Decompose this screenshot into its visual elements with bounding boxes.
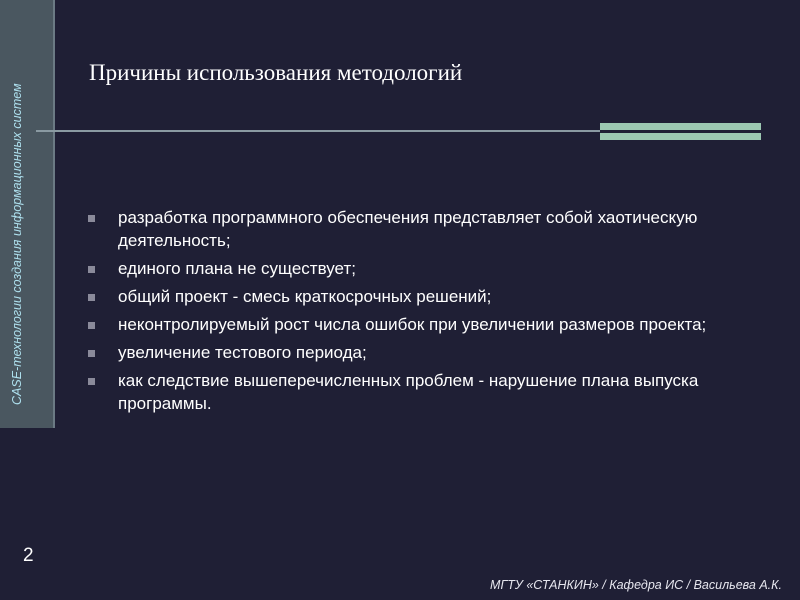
bullet-text: единого плана не существует; <box>118 259 356 278</box>
footer-credit: МГТУ «СТАНКИН» / Кафедра ИС / Васильева А.К. <box>490 578 782 592</box>
bullet-item <box>88 313 748 336</box>
title-accent-stripe <box>600 130 761 133</box>
square-bullet-icon <box>88 378 95 385</box>
bullet-item <box>88 341 748 364</box>
sidebar-vertical-text: CASE-технологии создания информационных систем <box>10 83 24 405</box>
bullet-list <box>88 206 748 420</box>
square-bullet-icon <box>88 350 95 357</box>
title-divider <box>36 130 602 132</box>
bullet-item <box>88 369 748 415</box>
bullet-item <box>88 257 748 280</box>
square-bullet-icon <box>88 215 95 222</box>
slide-number: 2 <box>23 545 34 566</box>
bullet-text: разработка программного обеспечения представляет собой хаотическую деятельность; <box>118 208 698 250</box>
bullet-text: увеличение тестового периода; <box>118 343 367 362</box>
bullet-item <box>88 285 748 308</box>
bullet-text: общий проект - смесь краткосрочных решений; <box>118 287 492 306</box>
bullet-item <box>88 206 748 252</box>
bullet-text: как следствие вышеперечисленных проблем - нарушение плана выпуска программы. <box>118 371 699 413</box>
square-bullet-icon <box>88 266 95 273</box>
square-bullet-icon <box>88 322 95 329</box>
bullet-text: неконтролируемый рост числа ошибок при увеличении размеров проекта; <box>118 315 707 334</box>
sidebar-edge <box>53 0 55 428</box>
square-bullet-icon <box>88 294 95 301</box>
slide-title: Причины использования методологий <box>89 60 463 85</box>
